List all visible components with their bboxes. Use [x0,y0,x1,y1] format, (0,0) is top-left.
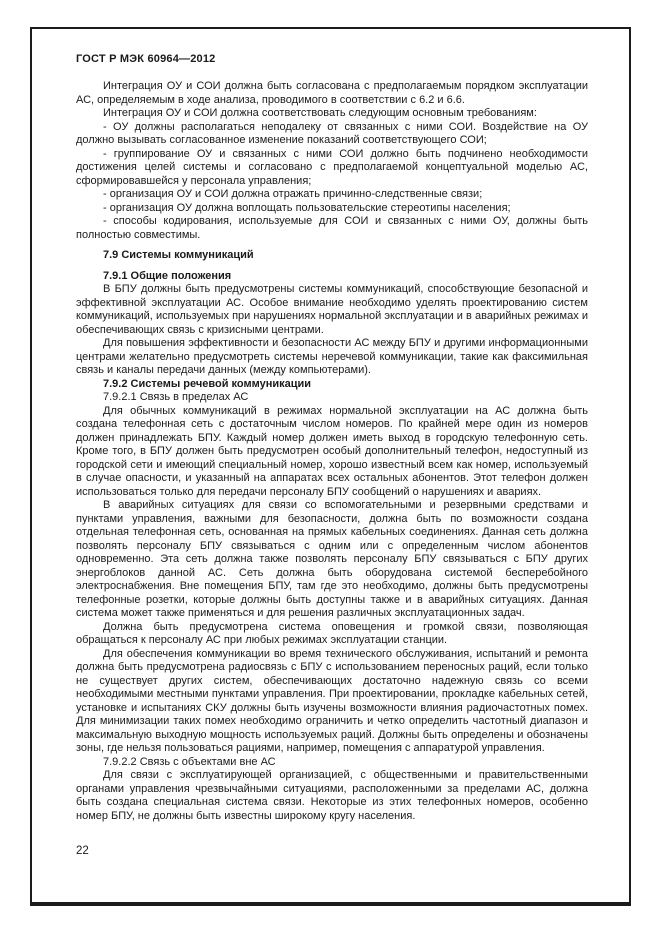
section-heading: 7.9.1 Общие положения [103,269,232,282]
section-heading: 7.9 Системы коммуникаций [103,249,254,261]
document-header: ГОСТ Р МЭК 60964—2012 [76,53,216,65]
paragraph: - группирование ОУ и связанных с ними СОИ должно быть подчинено необходимости достижения целей системы и согласовано с предполагаемой концептуальной моделью АС, сформировавшейся у персонала управления; [76,147,588,187]
paragraph: Для обычных коммуникаций в режимах нормальной эксплуатации на АС должна быть создана телефонная сеть с достаточным числом номеров. По крайней мере один из номеров должен принадлежать БПУ. Каждый номер должен иметь выход в городскую телефонную сеть. Кроме того, в БПУ должен быть предусмотрен особый дополнительный телефон, недоступный из городской сети и имеющий специальный номер, хорошо известный всем как номер, используемый в случае опасности, и указанный на аппаратах всех остальных абонентов. Этот телефон должен использоваться только для передачи персоналу БПУ сообщений о нарушениях и авариях. [76,404,588,498]
document-body [76,80,588,823]
paragraph: - способы кодирования, используемые для СОИ и связанных с ними ОУ, должны быть полностью совместимы. [76,215,588,241]
paragraph: Интеграция ОУ и СОИ должна быть согласована с предполагаемым порядком эксплуатации АС, определяемым в ходе анализа, проводимого в соответствии с 6.2 и 6.6. [76,80,588,106]
page-number: 22 [76,845,89,857]
paragraph: 7.9.2.2 Связь с объектами вне АС [103,755,276,768]
paragraph: Интеграция ОУ и СОИ должна соответствовать следующим основным требованиям: [103,107,537,119]
paragraph: - организация ОУ должна воплощать пользовательские стереотипы населения; [103,201,511,214]
paragraph: Для повышения эффективности и безопасности АС между БПУ и другими информационными центрами желательно предусмотреть системы неречевой коммуникации, такие как факсимильная связь и каналы передачи данных (между компьютерами). [76,337,588,376]
paragraph: - организация ОУ и СОИ должна отражать причинно-следственные связи; [103,188,483,200]
paragraph: В БПУ должны быть предусмотрены системы коммуникаций, способствующие безопасной и эффективной эксплуатации АС. Особое внимание необходимо уделять проектированию систем коммуникаций, используемых при нарушениях нормальной эксплуатации и в аварийных режимах и обеспечивающих связь с кризисными центрами. [76,283,588,336]
paragraph: - ОУ должны располагаться неподалеку от связанных с ними СОИ. Воздействие на ОУ должно вызывать согласованное изменение показаний соответствующего СОИ; [76,120,588,146]
paragraph: Для обеспечения коммуникации во время технического обслуживания, испытаний и ремонта должна быть предусмотрена радиосвязь с БПУ с использованием переносных раций, если только не существует других систем, обеспечивающих достаточно надежную связь со всеми необходимыми местными пунктами управления. При проектировании, прокладке кабельных сетей, установке и испытаниях СКУ должны быть изучены возможности влияния радиочастотных помех. Для минимизации таких помех необходимо ограничить и четко определить частотный диапазон и максимальную выходную мощность используемых раций. Должны быть определены и обозначены зоны, где нельзя пользоваться рациями, например, помещения с аппаратурой управления. [76,647,588,754]
paragraph: Для связи с эксплуатирующей организацией, с общественными и правительственными органами управления чрезвычайными ситуациями, расположенными за пределами АС, должна быть создана специальная система связи. Некоторые из этих телефонных номеров, особенно номер БПУ, не должны быть известны широкому кругу населения. [76,769,588,822]
document-page [30,27,631,906]
paragraph: Должна быть предусмотрена система оповещения и громкой связи, позволяющая обращаться к персоналу АС при любых режимах эксплуатации станции. [76,620,588,646]
paragraph: 7.9.2.1 Связь в пределах АС [103,391,249,403]
section-heading: 7.9.2 Системы речевой коммуникации [103,377,312,390]
paragraph: В аварийных ситуациях для связи со вспомогательными и резервными средствами и пунктами управления, важными для безопасности, должна быть по возможности создана отдельная телефонная сеть, основанная на прямых кабельных соединениях. Данная сеть должна позволять персоналу БПУ связываться с одним или с определенным числом абонентов одновременно. Эта сеть должна также позволять персоналу БПУ связываться с БПУ других энергоблоков данной АС. Сеть должна быть оборудована системой бесперебойного электроснабжения. Вне помещения БПУ, там где это необходимо, должны быть предусмотрены телефонные розетки, которые должны быть доступны также и в аварийных ситуациях. Данная система может также применяться и для решения различных эксплуатационных задач. [76,499,588,619]
